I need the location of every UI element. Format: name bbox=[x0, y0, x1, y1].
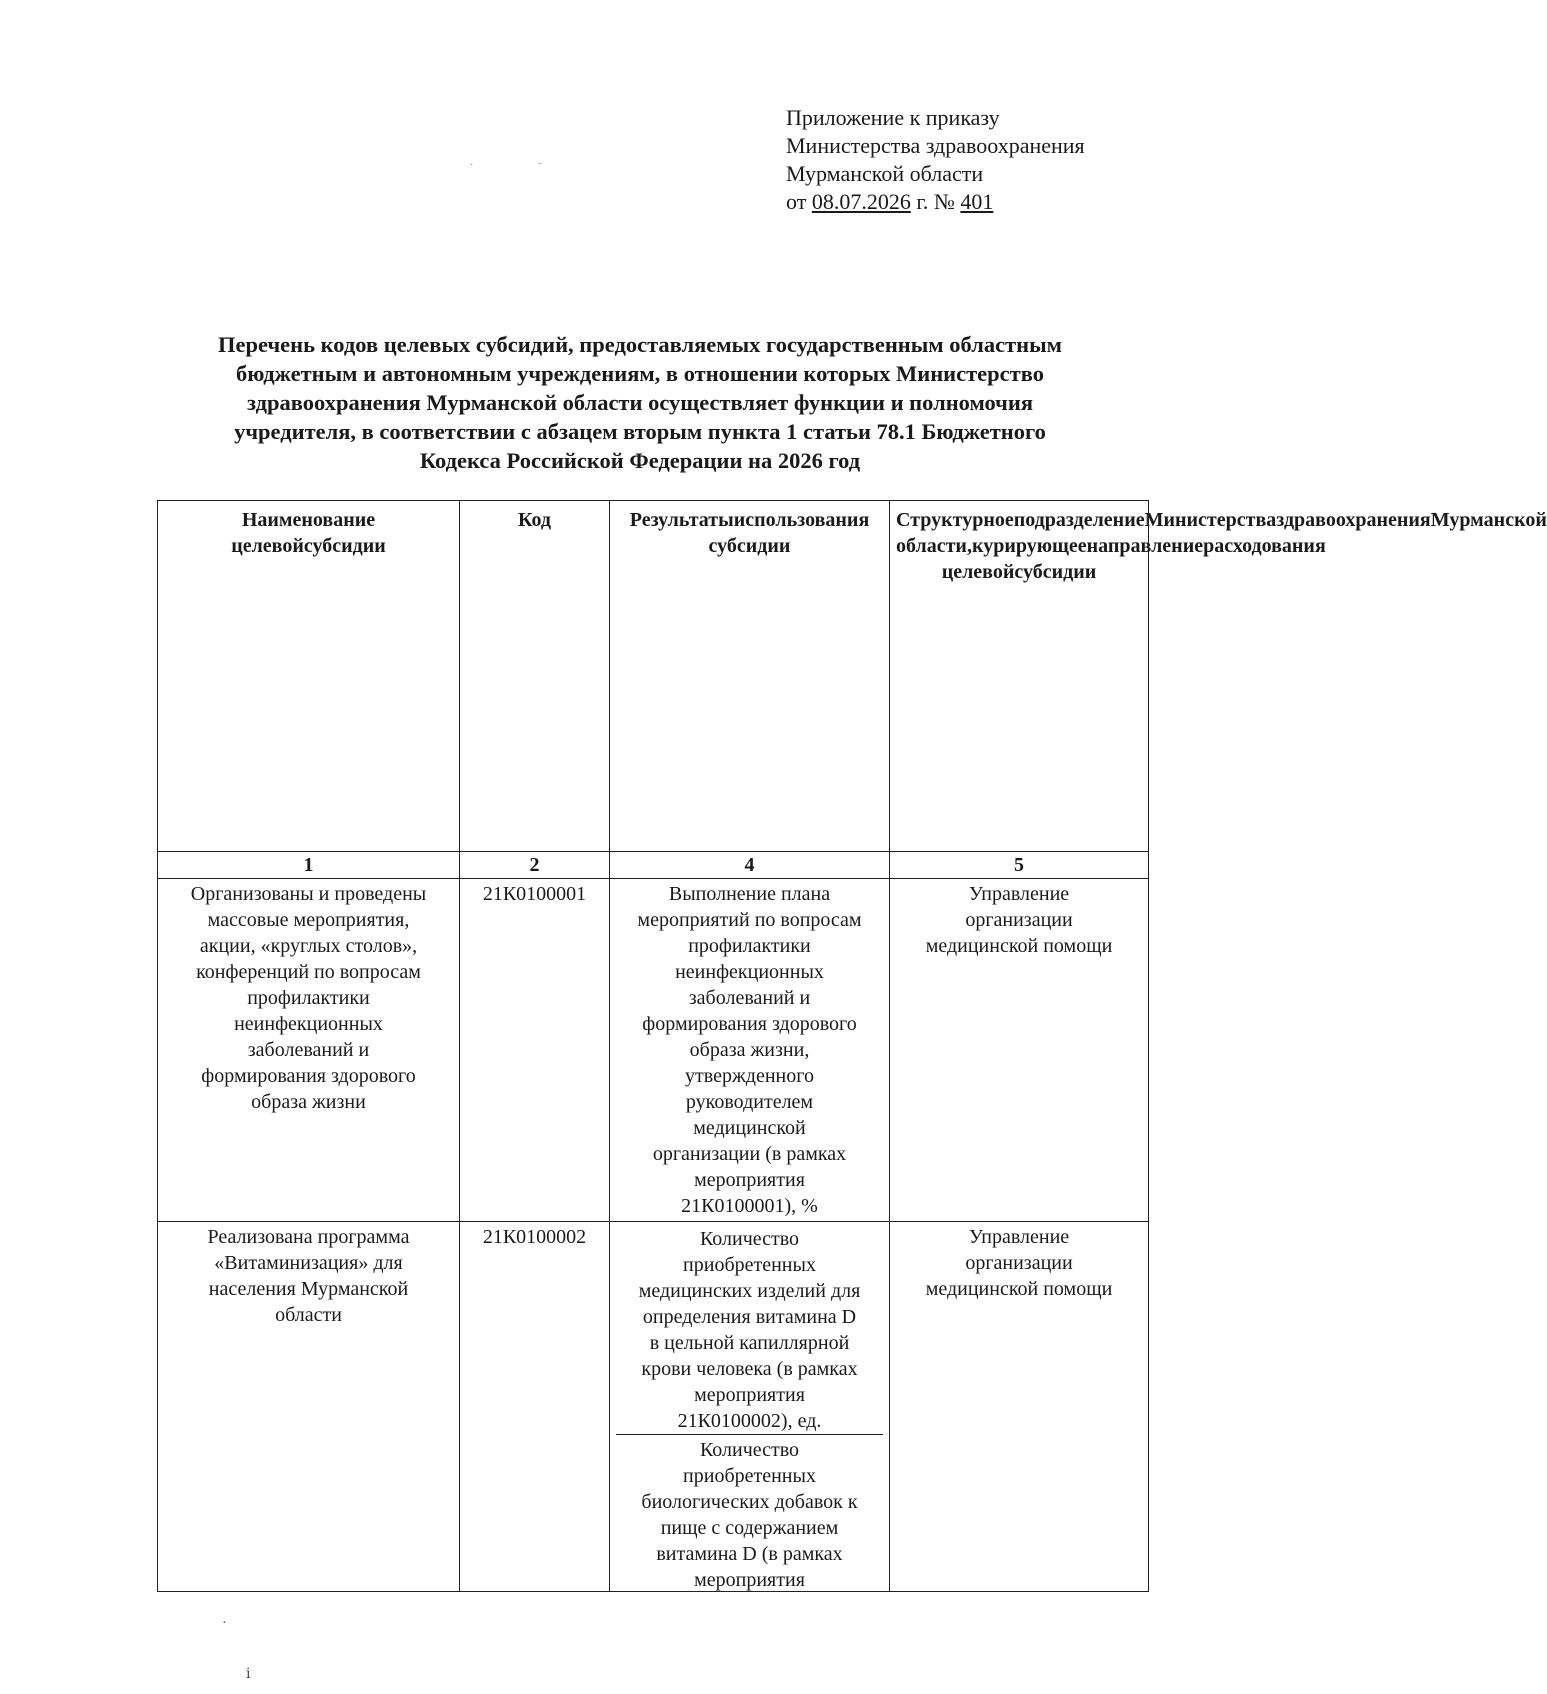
subsidy-name-cell bbox=[158, 879, 460, 1222]
header-division-line: Министерства bbox=[1144, 509, 1277, 531]
result-line: медицинской bbox=[693, 1117, 806, 1139]
result-line: Выполнение плана bbox=[668, 883, 831, 905]
subsidy-name-line: акции, «круглых столов», bbox=[199, 935, 418, 957]
scan-speck: ˗ bbox=[538, 158, 542, 169]
header-division-line: здравоохранения bbox=[1276, 509, 1431, 531]
division-line: медицинской помощи bbox=[925, 935, 1113, 957]
division-line: медицинской помощи bbox=[925, 1278, 1113, 1300]
division-line: организации bbox=[965, 909, 1073, 931]
subsidy-name-line: Организованы и проведены bbox=[190, 883, 427, 905]
appendix-line-2: Министерства здравоохранения bbox=[786, 133, 1085, 158]
subsidy-name-line: области bbox=[275, 1304, 342, 1326]
appendix-line-3: Мурманской области bbox=[786, 161, 984, 186]
results-cell bbox=[610, 1222, 890, 1592]
scan-speck: · bbox=[470, 160, 474, 171]
result-line: организации (в рамках bbox=[652, 1143, 847, 1165]
header-division-line: подразделение bbox=[1013, 509, 1145, 531]
division-cell bbox=[890, 879, 1149, 1222]
header-division-line: Структурное bbox=[896, 509, 1014, 531]
results-cell bbox=[610, 879, 890, 1222]
subsidy-name-line: неинфекционных bbox=[234, 1013, 383, 1035]
subsidy-name-line: населения Мурманской bbox=[208, 1278, 409, 1300]
result-line: мероприятия bbox=[694, 1569, 805, 1591]
header-code bbox=[460, 501, 610, 852]
result-line: биологических добавок к bbox=[641, 1491, 858, 1513]
subsidy-name-line: «Витаминизация» для bbox=[214, 1252, 403, 1274]
appendix-line-1: Приложение к приказу bbox=[786, 105, 1000, 130]
date-suffix: г. № bbox=[910, 189, 961, 214]
header-division bbox=[890, 501, 1547, 852]
document-title bbox=[150, 330, 1130, 475]
column-number: 5 bbox=[890, 852, 1149, 879]
table-row bbox=[158, 1222, 1149, 1592]
result-line: заболеваний и bbox=[688, 987, 811, 1009]
table-row bbox=[158, 879, 1149, 1222]
result-line: приобретенных bbox=[683, 1465, 816, 1487]
header-name-line: субсидии bbox=[303, 535, 386, 557]
table-header-row bbox=[158, 501, 1149, 852]
column-numbers-row bbox=[158, 852, 1149, 879]
title-line-5: Кодекса Российской Федерации на 2026 год bbox=[419, 448, 861, 473]
header-division-line: расходования целевой bbox=[941, 535, 1326, 583]
result-line: утвержденного bbox=[685, 1065, 814, 1087]
subsidy-name-cell bbox=[158, 1222, 460, 1592]
scan-speck: · bbox=[222, 1616, 227, 1631]
header-name bbox=[158, 501, 460, 852]
result-line: крови человека (в рамках bbox=[641, 1358, 858, 1380]
result-line: мероприятия bbox=[694, 1169, 805, 1191]
division-line: Управление bbox=[968, 883, 1070, 905]
subsidy-name-line: образа жизни bbox=[251, 1091, 366, 1113]
header-division-line: Мурманской области, bbox=[896, 509, 1547, 557]
title-line-3: здравоохранения Мурманской области осуществляет функции и полномочия bbox=[246, 390, 1034, 415]
header-results-line: использования субсидии bbox=[708, 509, 870, 557]
result-line: витамина D (в рамках bbox=[656, 1543, 843, 1565]
subsidy-name-line: массовые мероприятия, bbox=[207, 909, 410, 931]
column-number: 1 bbox=[158, 852, 460, 879]
result-line: мероприятия bbox=[694, 1384, 805, 1406]
title-line-4: учредителя, в соответствии с абзацем вторым пункта 1 статьи 78.1 Бюджетного bbox=[234, 419, 1046, 444]
order-date: 08.07.2026 bbox=[811, 189, 911, 214]
appendix-header bbox=[786, 104, 1085, 216]
subsidy-name-line: Реализована программа bbox=[207, 1226, 410, 1248]
header-results-line: Результаты bbox=[629, 509, 734, 531]
result-line: определения витамина D bbox=[642, 1306, 857, 1328]
division-cell bbox=[890, 1222, 1149, 1592]
header-division-line: направление bbox=[1086, 535, 1204, 557]
result-line: приобретенных bbox=[683, 1254, 816, 1276]
column-number: 2 bbox=[460, 852, 610, 879]
subsidy-name-line: профилактики bbox=[247, 987, 370, 1009]
column-number: 4 bbox=[610, 852, 890, 879]
title-line-2: бюджетным и автономным учреждениям, в отношении которых Министерство bbox=[236, 361, 1044, 386]
header-results bbox=[610, 501, 890, 852]
subsidy-name-line: заболеваний и bbox=[247, 1039, 370, 1061]
header-code-line: Код bbox=[517, 509, 552, 531]
result-block bbox=[616, 1434, 883, 1589]
result-line: Количество bbox=[699, 1228, 800, 1250]
result-line: профилактики bbox=[688, 935, 811, 957]
header-division-line: субсидии bbox=[1014, 561, 1097, 583]
division-line: Управление bbox=[968, 1226, 1070, 1248]
result-line: 21К0100001), % bbox=[681, 1195, 818, 1217]
result-line: мероприятий по вопросам bbox=[637, 909, 862, 931]
subsidy-code-cell: 21К0100001 bbox=[460, 879, 610, 1222]
header-division-line: курирующее bbox=[971, 535, 1087, 557]
order-number: 401 bbox=[960, 189, 994, 214]
subsidy-name-line: формирования здорового bbox=[201, 1065, 416, 1087]
subsidy-name-line: конференций по вопросам bbox=[196, 961, 421, 983]
result-line: 21К0100002), ед. bbox=[677, 1410, 822, 1432]
result-line: неинфекционных bbox=[675, 961, 824, 983]
subsidy-code-cell: 21К0100002 bbox=[460, 1222, 610, 1592]
scan-speck: ⅰ bbox=[246, 1667, 251, 1682]
date-prefix: от bbox=[786, 189, 812, 214]
result-block bbox=[616, 1224, 883, 1434]
result-line: руководителем bbox=[685, 1091, 814, 1113]
subsidy-codes-table bbox=[157, 500, 1547, 1592]
header-name-line: Наименование целевой bbox=[231, 509, 376, 557]
result-line: формирования здорового bbox=[642, 1013, 857, 1035]
result-line: медицинских изделий для bbox=[638, 1280, 861, 1302]
result-line: в цельной капиллярной bbox=[649, 1332, 850, 1354]
result-line: пище с содержанием bbox=[660, 1517, 839, 1539]
title-line-1: Перечень кодов целевых субсидий, предоставляемых государственным областным bbox=[218, 332, 1062, 357]
division-line: организации bbox=[965, 1252, 1073, 1274]
result-line: образа жизни, bbox=[689, 1039, 810, 1061]
appendix-date-line bbox=[786, 188, 1085, 216]
result-line: Количество bbox=[699, 1439, 800, 1461]
